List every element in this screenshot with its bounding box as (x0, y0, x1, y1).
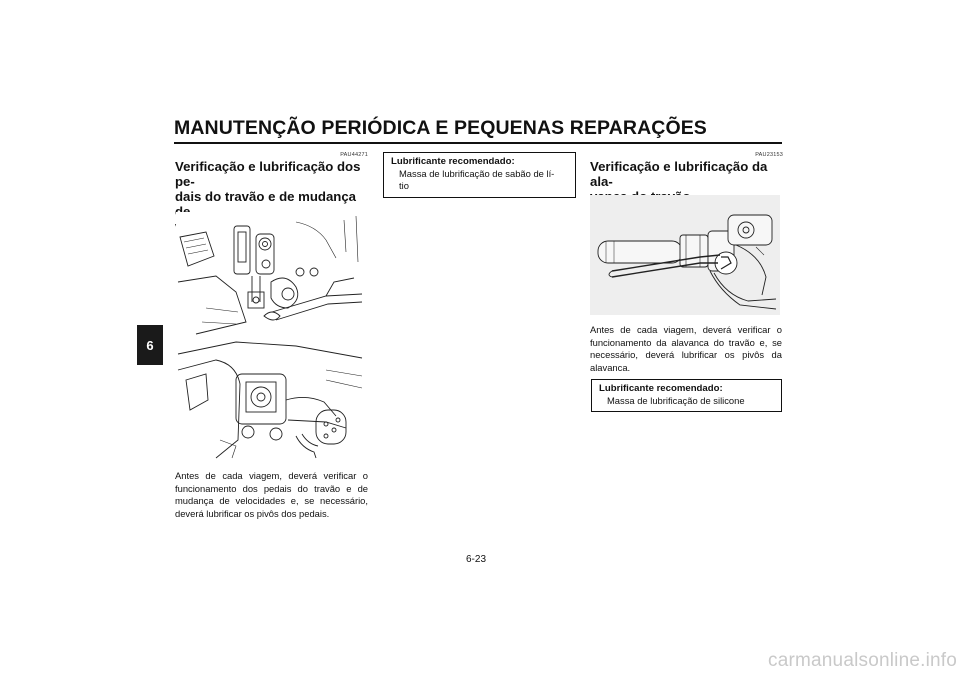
shift-pedal-illustration (176, 340, 366, 460)
lubricant-value: Massa de lubrificação de silicone (607, 395, 745, 406)
section-code: PAU44271 (340, 152, 368, 158)
lubricant-title: Lubrificante recomendado: (391, 156, 515, 167)
page-title: MANUTENÇÃO PERIÓDICA E PEQUENAS REPARAÇÕES (174, 117, 707, 139)
section-title: Verificação e lubrificação da ala- (590, 159, 768, 189)
page-number: 6-23 (466, 554, 487, 565)
lubricant-title: Lubrificante recomendado: (599, 383, 723, 394)
brake-lever-illustration (590, 195, 780, 315)
lubricant-value: Massa de lubrificação de sabão de lí- tio (399, 168, 555, 191)
recommended-lubricant-box (383, 152, 576, 198)
section-title: Verificação e lubrificação dos pe- dais do travão e de mudança (175, 159, 361, 204)
header-rule (174, 142, 782, 144)
brake-pedal-illustration (176, 212, 366, 338)
section-code: PAU23153 (755, 152, 783, 158)
section2-text: Antes de cada viagem, deverá verificar o funcionamento da alavanca do travão e, se necessário, deverá lubrificar os pivôs da alavanca. (590, 324, 782, 373)
watermark[interactable]: carmanualsonline.info (768, 650, 958, 671)
page-header (174, 117, 782, 144)
chapter-tab[interactable]: 6 (137, 325, 163, 365)
section1-text: Antes de cada viagem, deverá verificar o funcionamento dos pedais do travão e de mudança de velocidades e, se necessário, deverá lubrificar os pivôs dos pedais. (175, 470, 368, 519)
recommended-lubricant-box (591, 379, 782, 412)
